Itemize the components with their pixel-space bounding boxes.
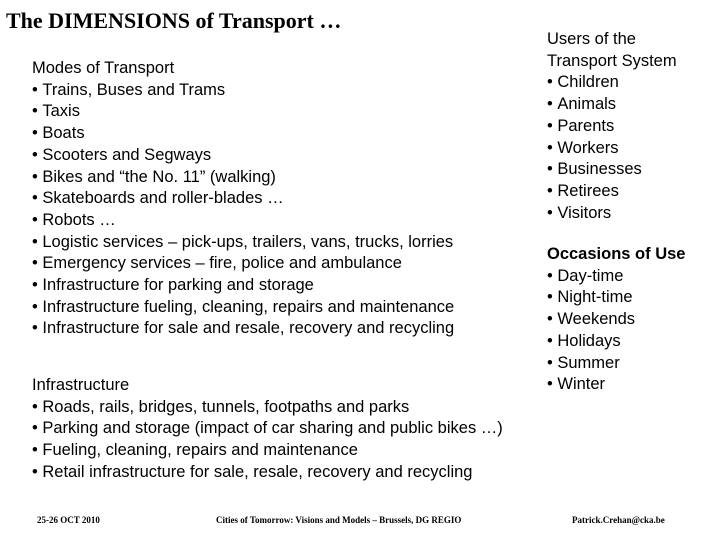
list-item: • Winter	[547, 374, 685, 396]
users-heading-line1: Users of the	[547, 30, 636, 48]
list-item: • Animals	[547, 94, 677, 116]
list-item: • Visitors	[547, 203, 677, 225]
modes-heading: Modes of Transport	[32, 59, 175, 77]
modes-list	[32, 80, 454, 340]
slide-title: The DIMENSIONS of Transport …	[6, 8, 342, 33]
list-item: • Workers	[547, 138, 677, 160]
list-item: • Bikes and “the No. 11” (walking)	[32, 167, 454, 189]
list-item: • Skateboards and roller-blades …	[32, 188, 454, 210]
occasions-list	[547, 266, 685, 396]
users-section	[547, 29, 677, 224]
footer-event: Cities of Tomorrow: Visions and Models – Brussels, DG REGIO	[216, 515, 462, 525]
list-item: • Retail infrastructure for sale, resale, recovery and recycling	[32, 462, 503, 484]
list-item: • Boats	[32, 123, 454, 145]
list-item: • Logistic services – pick-ups, trailers, vans, trucks, lorries	[32, 232, 454, 254]
list-item: • Trains, Buses and Trams	[32, 80, 454, 102]
list-item: • Summer	[547, 353, 685, 375]
list-item: • Day-time	[547, 266, 685, 288]
list-item: • Emergency services – fire, police and ambulance	[32, 253, 454, 275]
list-item: • Infrastructure for sale and resale, recovery and recycling	[32, 318, 454, 340]
infrastructure-section	[32, 375, 503, 484]
list-item: • Infrastructure fueling, cleaning, repairs and maintenance	[32, 297, 454, 319]
infrastructure-list	[32, 397, 503, 484]
footer-date: 25-26 OCT 2010	[37, 515, 100, 525]
infrastructure-heading: Infrastructure	[32, 376, 130, 394]
list-item: • Retirees	[547, 181, 677, 203]
list-item: • Parking and storage (impact of car sharing and public bikes …)	[32, 418, 503, 440]
modes-of-transport-section	[32, 58, 454, 340]
list-item: • Taxis	[32, 101, 454, 123]
list-item: • Infrastructure for parking and storage	[32, 275, 454, 297]
footer-email: Patrick.Crehan@cka.be	[572, 515, 665, 525]
list-item: • Scooters and Segways	[32, 145, 454, 167]
list-item: • Holidays	[547, 331, 685, 353]
list-item: • Children	[547, 72, 677, 94]
list-item: • Weekends	[547, 309, 685, 331]
list-item: • Robots …	[32, 210, 454, 232]
list-item: • Businesses	[547, 159, 677, 181]
list-item: • Roads, rails, bridges, tunnels, footpaths and parks	[32, 397, 503, 419]
occasions-heading: Occasions of Use	[547, 245, 686, 263]
list-item: • Night-time	[547, 287, 685, 309]
list-item: • Fueling, cleaning, repairs and maintenance	[32, 440, 503, 462]
occasions-section	[547, 244, 685, 396]
users-heading-line2: Transport System	[547, 51, 677, 70]
users-list	[547, 72, 677, 224]
list-item: • Parents	[547, 116, 677, 138]
